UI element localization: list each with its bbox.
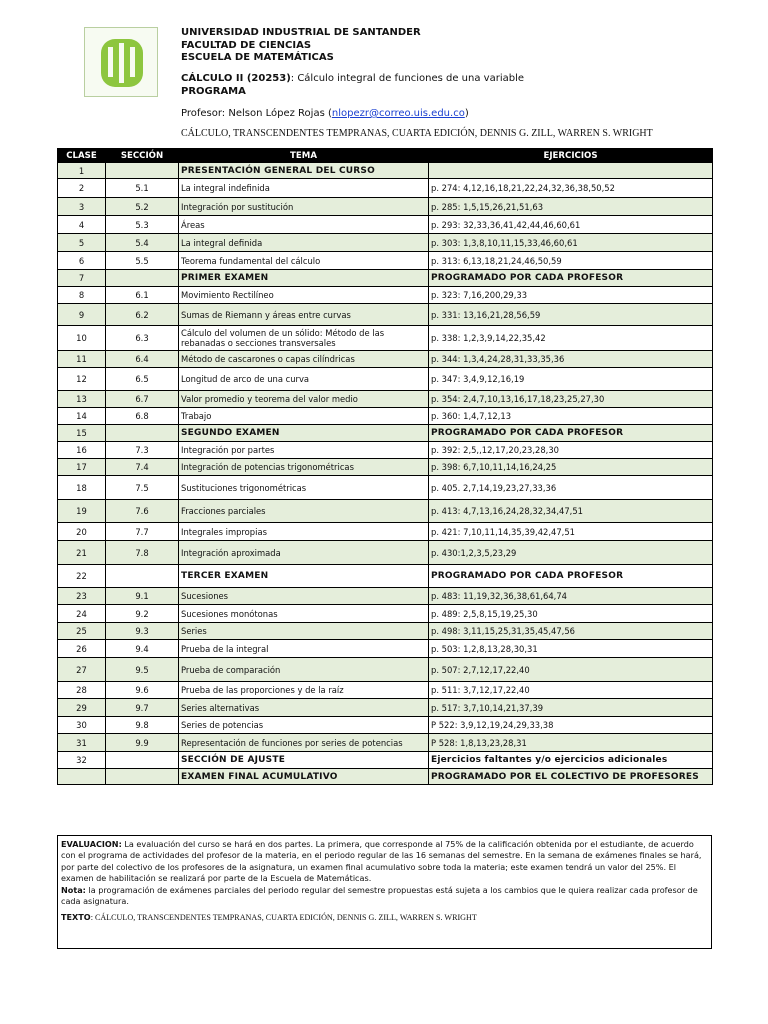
cell-seccion: 5.1: [106, 179, 179, 198]
evaluation-notes-box: [57, 835, 712, 949]
cell-ejercicios: PROGRAMADO POR CADA PROFESOR: [429, 270, 713, 287]
table-row: [58, 304, 713, 326]
cell-clase: 8: [58, 287, 106, 304]
cell-clase: 31: [58, 734, 106, 752]
cell-ejercicios: p. 347: 3,4,9,12,16,19: [429, 368, 713, 391]
table-row: [58, 351, 713, 368]
professor-close: ): [464, 108, 469, 119]
cell-clase: 29: [58, 699, 106, 717]
table-row: [58, 442, 713, 459]
table-row: [58, 368, 713, 391]
cell-seccion: [106, 270, 179, 287]
course-title: [181, 73, 524, 85]
cell-seccion: 6.1: [106, 287, 179, 304]
cell-seccion: 5.5: [106, 252, 179, 270]
cell-ejercicios: p. 293: 32,33,36,41,42,44,46,60,61: [429, 216, 713, 234]
table-row: [58, 565, 713, 588]
table-row: [58, 717, 713, 734]
cell-tema: Series: [179, 623, 429, 640]
texto-text: : CÁLCULO, TRANSCENDENTES TEMPRANAS, CUARTA EDICIÓN, DENNIS G. ZILL, WARREN S. WRIGHT: [90, 913, 477, 923]
cell-seccion: 9.3: [106, 623, 179, 640]
header-ejercicios: EJERCICIOS: [429, 149, 713, 163]
cell-tema: PRESENTACIÓN GENERAL DEL CURSO: [179, 163, 429, 179]
cell-tema: Longitud de arco de una curva: [179, 368, 429, 391]
table-row: [58, 476, 713, 500]
cell-ejercicios: p. 498: 3,11,15,25,31,35,45,47,56: [429, 623, 713, 640]
table-row: [58, 391, 713, 408]
table-row: [58, 623, 713, 640]
cell-tema: Prueba de la integral: [179, 640, 429, 658]
nota-label: Nota:: [61, 884, 86, 895]
cell-tema: PRIMER EXAMEN: [179, 270, 429, 287]
cell-tema: Teorema fundamental del cálculo: [179, 252, 429, 270]
cell-ejercicios: p. 331: 13,16,21,28,56,59: [429, 304, 713, 326]
faculty-name: FACULTAD DE CIENCIAS: [181, 40, 312, 51]
cell-ejercicios: p. 503: 1,2,8,13,28,30,31: [429, 640, 713, 658]
header-tema: TEMA: [179, 149, 429, 163]
table-row: [58, 408, 713, 425]
cell-tema: Áreas: [179, 216, 429, 234]
table-row: [58, 769, 713, 785]
table-row: [58, 425, 713, 442]
cell-seccion: 9.4: [106, 640, 179, 658]
cell-ejercicios: P 528: 1,8,13,23,28,31: [429, 734, 713, 752]
table-row: [58, 326, 713, 351]
cell-clase: 12: [58, 368, 106, 391]
cell-ejercicios: p. 489: 2,5,8,15,19,25,30: [429, 605, 713, 623]
school-name: ESCUELA DE MATEMÁTICAS: [181, 52, 334, 63]
cell-tema: Método de cascarones o capas cilíndricas: [179, 351, 429, 368]
cell-seccion: [106, 425, 179, 442]
cell-ejercicios: p. 274: 4,12,16,18,21,22,24,32,36,38,50,52: [429, 179, 713, 198]
cell-ejercicios: p. 517: 3,7,10,14,21,37,39: [429, 699, 713, 717]
cell-clase: 30: [58, 717, 106, 734]
cell-clase: 23: [58, 588, 106, 605]
cell-clase: 4: [58, 216, 106, 234]
program-table: [57, 148, 713, 785]
cell-tema: Integración aproximada: [179, 541, 429, 565]
header-clase: CLASE: [58, 149, 106, 163]
cell-seccion: 6.4: [106, 351, 179, 368]
cell-ejercicios: PROGRAMADO POR EL COLECTIVO DE PROFESORES: [429, 769, 713, 785]
cell-clase: 6: [58, 252, 106, 270]
cell-seccion: 6.3: [106, 326, 179, 351]
cell-tema: Series de potencias: [179, 717, 429, 734]
cell-clase: 1: [58, 163, 106, 179]
cell-ejercicios: p. 430:1,2,3,5,23,29: [429, 541, 713, 565]
cell-seccion: 7.7: [106, 523, 179, 541]
program-label: PROGRAMA: [181, 86, 246, 97]
cell-tema: Cálculo del volumen de un sólido: Método de las rebanadas o secciones transversales: [179, 326, 429, 351]
cell-ejercicios: p. 323: 7,16,200,29,33: [429, 287, 713, 304]
cell-ejercicios: p. 507: 2,7,12,17,22,40: [429, 658, 713, 682]
cell-ejercicios: Ejercicios faltantes y/o ejercicios adicionales: [429, 752, 713, 769]
cell-seccion: 7.8: [106, 541, 179, 565]
cell-tema: Integración por sustitución: [179, 198, 429, 216]
cell-seccion: 6.8: [106, 408, 179, 425]
cell-ejercicios: p. 344: 1,3,4,24,28,31,33,35,36: [429, 351, 713, 368]
cell-tema: La integral definida: [179, 234, 429, 252]
cell-clase: 13: [58, 391, 106, 408]
cell-clase: 15: [58, 425, 106, 442]
cell-clase: 3: [58, 198, 106, 216]
table-header-row: [58, 149, 713, 163]
cell-ejercicios: p. 405. 2,7,14,19,23,27,33,36: [429, 476, 713, 500]
cell-seccion: 7.3: [106, 442, 179, 459]
cell-seccion: 6.7: [106, 391, 179, 408]
table-row: [58, 500, 713, 523]
cell-clase: 25: [58, 623, 106, 640]
table-row: [58, 734, 713, 752]
cell-seccion: 7.6: [106, 500, 179, 523]
cell-seccion: 9.5: [106, 658, 179, 682]
cell-seccion: [106, 752, 179, 769]
cell-tema: Movimiento Rectilíneo: [179, 287, 429, 304]
cell-clase: 22: [58, 565, 106, 588]
professor-label: Profesor: Nelson López Rojas (: [181, 108, 332, 119]
texto-paragraph: [61, 912, 708, 923]
table-row: [58, 179, 713, 198]
table-row: [58, 658, 713, 682]
cell-ejercicios: p. 392: 2,5,,12,17,20,23,28,30: [429, 442, 713, 459]
cell-tema: Prueba de las proporciones y de la raíz: [179, 682, 429, 699]
cell-seccion: [106, 163, 179, 179]
cell-seccion: 9.6: [106, 682, 179, 699]
nota-text: la programación de exámenes parciales del periodo regular del semestre propuestas está sujeta a los cambios que le quiera realizar cada profesor de cada asignatura.: [61, 884, 698, 907]
cell-ejercicios: p. 354: 2,4,7,10,13,16,17,18,23,25,27,30: [429, 391, 713, 408]
cell-ejercicios: p. 338: 1,2,3,9,14,22,35,42: [429, 326, 713, 351]
cell-clase: 11: [58, 351, 106, 368]
cell-tema: Sucesiones: [179, 588, 429, 605]
table-row: [58, 270, 713, 287]
cell-tema: Representación de funciones por series de potencias: [179, 734, 429, 752]
cell-ejercicios: p. 511: 3,7,12,17,22,40: [429, 682, 713, 699]
cell-clase: [58, 769, 106, 785]
nota-paragraph: [61, 885, 708, 908]
uis-logo: [84, 27, 158, 97]
cell-tema: La integral indefinida: [179, 179, 429, 198]
cell-tema: Prueba de comparación: [179, 658, 429, 682]
table-row: [58, 541, 713, 565]
table-row: [58, 459, 713, 476]
evaluation-label: EVALUACION:: [61, 839, 122, 849]
cell-seccion: 9.8: [106, 717, 179, 734]
cell-clase: 9: [58, 304, 106, 326]
cell-clase: 24: [58, 605, 106, 623]
table-row: [58, 605, 713, 623]
cell-ejercicios: p. 413: 4,7,13,16,24,28,32,34,47,51: [429, 500, 713, 523]
cell-tema: Integración de potencias trigonométricas: [179, 459, 429, 476]
cell-seccion: [106, 565, 179, 588]
cell-seccion: 9.7: [106, 699, 179, 717]
course-code: CÁLCULO II (20253): [181, 73, 291, 84]
cell-ejercicios: PROGRAMADO POR CADA PROFESOR: [429, 565, 713, 588]
cell-clase: 19: [58, 500, 106, 523]
cell-seccion: 9.1: [106, 588, 179, 605]
cell-ejercicios: p. 285: 1,5,15,26,21,51,63: [429, 198, 713, 216]
cell-ejercicios: p. 483: 11,19,32,36,38,61,64,74: [429, 588, 713, 605]
textbook-line: CÁLCULO, TRANSCENDENTES TEMPRANAS, CUARTA EDICIÓN, DENNIS G. ZILL, WARREN S. WRIGHT: [181, 128, 653, 139]
course-description: : Cálculo integral de funciones de una variable: [290, 73, 524, 84]
cell-tema: Series alternativas: [179, 699, 429, 717]
cell-clase: 14: [58, 408, 106, 425]
cell-tema: SECCIÓN DE AJUSTE: [179, 752, 429, 769]
cell-seccion: 6.2: [106, 304, 179, 326]
cell-seccion: 6.5: [106, 368, 179, 391]
cell-clase: 5: [58, 234, 106, 252]
table-row: [58, 198, 713, 216]
cell-seccion: 9.2: [106, 605, 179, 623]
cell-ejercicios: p. 421: 7,10,11,14,35,39,42,47,51: [429, 523, 713, 541]
table-row: [58, 523, 713, 541]
cell-ejercicios: PROGRAMADO POR CADA PROFESOR: [429, 425, 713, 442]
texto-label: TEXTO: [61, 912, 91, 923]
table-row: [58, 588, 713, 605]
professor-line: [181, 108, 469, 120]
cell-seccion: 5.2: [106, 198, 179, 216]
cell-tema: Sucesiones monótonas: [179, 605, 429, 623]
cell-ejercicios: p. 303: 1,3,8,10,11,15,33,46,60,61: [429, 234, 713, 252]
cell-seccion: 7.4: [106, 459, 179, 476]
table-row: [58, 752, 713, 769]
cell-seccion: 5.4: [106, 234, 179, 252]
cell-clase: 7: [58, 270, 106, 287]
cell-tema: Integrales impropias: [179, 523, 429, 541]
table-row: [58, 234, 713, 252]
table-row: [58, 252, 713, 270]
cell-clase: 10: [58, 326, 106, 351]
header-seccion: SECCIÓN: [106, 149, 179, 163]
cell-ejercicios: p. 313: 6,13,18,21,24,46,50,59: [429, 252, 713, 270]
cell-ejercicios: P 522: 3,9,12,19,24,29,33,38: [429, 717, 713, 734]
cell-ejercicios: p. 398: 6,7,10,11,14,16,24,25: [429, 459, 713, 476]
cell-clase: 26: [58, 640, 106, 658]
cell-tema: EXAMEN FINAL ACUMULATIVO: [179, 769, 429, 785]
cell-seccion: 5.3: [106, 216, 179, 234]
table-row: [58, 163, 713, 179]
evaluation-text: La evaluación del curso se hará en dos partes. La primera, que corresponde al 75% de la calificación obtenida por el estudiante, de acuerdo con el programa de actividades del profesor de la materia, en el periodo regular de las 16 semanas del semestre. En la semana de exámenes finales se hará, por parte del colectivo de los profesores de la asignatura, un examen final acumulativo sobre toda la materia; este examen tendrá un valor del 25%. El examen de habilitación se realizará por parte de la Escuela de Matemáticas.: [61, 839, 702, 884]
cell-tema: Integración por partes: [179, 442, 429, 459]
cell-tema: Valor promedio y teorema del valor medio: [179, 391, 429, 408]
evaluation-paragraph: [61, 839, 708, 885]
cell-tema: TERCER EXAMEN: [179, 565, 429, 588]
cell-clase: 28: [58, 682, 106, 699]
cell-clase: 20: [58, 523, 106, 541]
cell-clase: 32: [58, 752, 106, 769]
table-row: [58, 682, 713, 699]
cell-tema: Sustituciones trigonométricas: [179, 476, 429, 500]
cell-tema: SEGUNDO EXAMEN: [179, 425, 429, 442]
cell-tema: Trabajo: [179, 408, 429, 425]
university-name: UNIVERSIDAD INDUSTRIAL DE SANTANDER: [181, 27, 421, 38]
cell-ejercicios: p. 360: 1,4,7,12,13: [429, 408, 713, 425]
cell-clase: 17: [58, 459, 106, 476]
cell-clase: 27: [58, 658, 106, 682]
cell-clase: 21: [58, 541, 106, 565]
cell-seccion: 9.9: [106, 734, 179, 752]
table-row: [58, 640, 713, 658]
cell-seccion: [106, 769, 179, 785]
cell-tema: Fracciones parciales: [179, 500, 429, 523]
cell-ejercicios: [429, 163, 713, 179]
cell-clase: 16: [58, 442, 106, 459]
cell-clase: 18: [58, 476, 106, 500]
table-row: [58, 216, 713, 234]
table-row: [58, 287, 713, 304]
table-row: [58, 699, 713, 717]
cell-seccion: 7.5: [106, 476, 179, 500]
professor-email-link[interactable]: nlopezr@correo.uis.edu.co: [331, 108, 465, 119]
cell-tema: Sumas de Riemann y áreas entre curvas: [179, 304, 429, 326]
uis-logo-mark: [91, 33, 153, 93]
cell-clase: 2: [58, 179, 106, 198]
